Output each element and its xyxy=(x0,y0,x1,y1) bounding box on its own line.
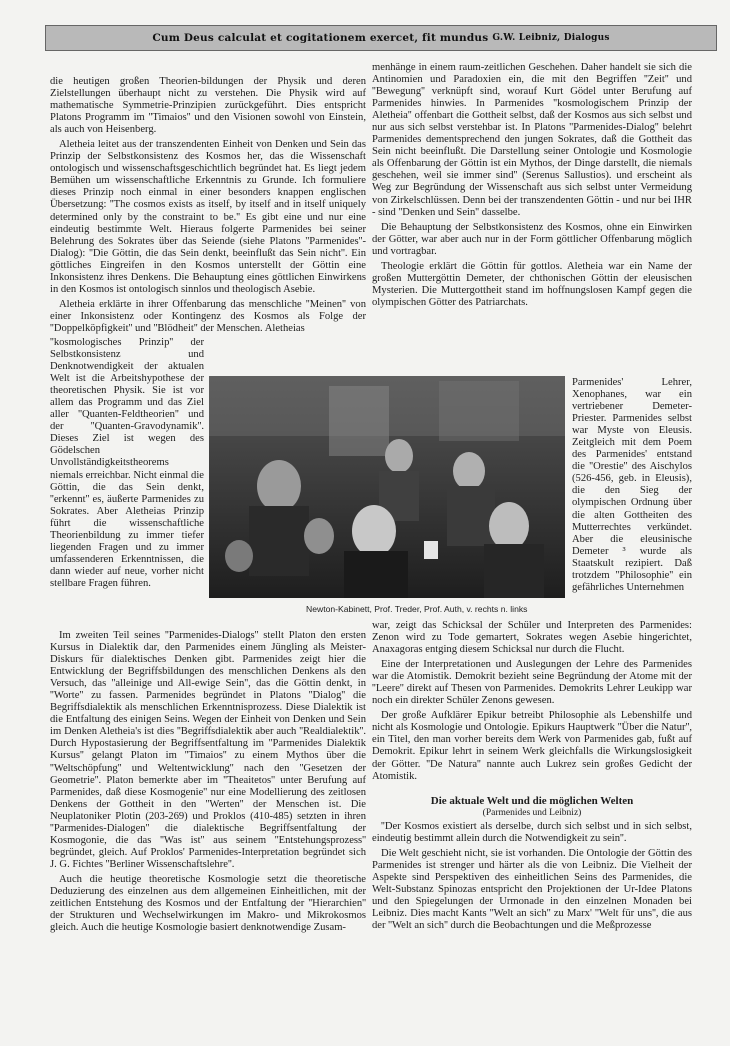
page-header-motto xyxy=(45,25,717,51)
right-column-bottom xyxy=(372,620,692,932)
paragraph: Aletheia erklärte in ihrer Offenbarung das menschliche ''Meinen'' von einer Inkonsistenz oder Kontingenz des Kosmos als Folge der ''Doppelköpfigkeit'' und ''Blödheit'' der Menschen. Aletheias xyxy=(50,298,366,334)
paragraph: die heutigen großen Theorien-bildungen der Physik und deren Zielstellungen überhaupt nicht zu verstehen. Die Physik wird auf mathematische Symmetrie-Prinzipien zurückgeführt. Dies entspricht Platons Programm im ''Timaios'' und den Visionen sowohl von Einstein, als auch von Heisenberg. xyxy=(50,76,366,136)
paragraph: war, zeigt das Schicksal der Schüler und Interpreten des Parmenides: Zenon wird zu Tode gemartert, Sokrates wegen Asebie hingerichtet, Anaxagoras entging diesem Schicksal nur durch die Flucht. xyxy=(372,620,692,656)
paragraph: ''Der Kosmos existiert als derselbe, durch sich selbst und in sich selbst, eindeutig bestimmt allein durch die Notwendigkeit zu sein''. xyxy=(372,820,692,844)
left-column-bottom xyxy=(50,630,366,934)
right-column-top xyxy=(372,62,692,309)
paragraph: Die Behauptung der Selbstkonsistenz des Kosmos, ohne ein Einwirken der Götter, war aber auch nur in der Form göttlicher Offenbarung möglich und vortragbar. xyxy=(372,221,692,257)
paragraph: Die Welt geschieht nicht, sie ist vorhanden. Die Ontologie der Göttin des Parmenides ist strenger und härter als die von Leibniz. Die Vielheit der Aspekte sind Perspektiven des einheitlichen Seins des Parmenides, die Welt-Substanz Spinozas entspricht den Projektionen der Ur-Idee Platons und den Spiegelungen der Urmonade in den einzelnen Monaden bei Leibniz. Dies macht Kants ''Welt an sich'' zu Marx' ''Welt für uns'', die aus der ''Welt an sich'' durch die Beobachtungen und die Meßprozesse xyxy=(372,847,692,932)
motto-text: Cum Deus calculat et cogitationem exercet, fit mundus xyxy=(152,32,489,44)
paragraph: Theologie erklärt die Göttin für gottlos. Aletheia war ein Name der großen Muttergöttin Demeter, der chthonischen Göttin der eleusischen Mysterien. Die Muttergottheit stand im hoffnungslosen Kampf gegen die olympischen Götter des Patriarchats. xyxy=(372,260,692,308)
paragraph: menhänge in einem raum-zeitlichen Geschehen. Daher handelt sie sich die Antinomien und Paradoxien ein, die mit den Begriffen ''Zeit'' und ''Bewegung'' verknüpft sind, worauf Kurt Gödel unter Berufung auf Parmenides hinwies. In Parmenides ''kosmologischem Prinzip der Aletheia'' offenbart die Gottheit selbst, daß der Kosmos aus sich selbst und nur aus sich selbst verstehbar ist. In Platons ''Parmenides-Dialog'' belehrt Parmenides dementsprechend den jungen Sokrates, daß die Gottheit das Sein nicht beeinflußt. Die Darstellung seiner Ontologie und Kosmologie als Offenbarung der Göttin ist ein Mythos, der Dinge darstellt, die niemals geschehen, weil sie immer sind'' (Serenus Sallustios). und erscheint als Weg zur Begründung der Wissenschaft aus sich selbst unter Vermeidung von Zirkelschlüssen. Denn bei der transzendenten Göttin - und nur bei IHR - sind ''Denken und Sein'' dasselbe. xyxy=(372,62,692,218)
paragraph: Im zweiten Teil seines ''Parmenides-Dialogs'' stellt Platon den ersten Kursus in Dialektik dar, den Parmenides einem Jüngling als Meister-Diskurs für dialektisches Denken gibt. Parmenides zeigt hier die Entwicklung der Begriffsbildungen des menschlichen Denkens als den Versuch, das ''alleinige und All-ewige Sein'', das die Göttin denkt, in ''Worte'' zu fassen. Parmenides begründet in Platons ''Dialog'' die Begriffsdialektik als menschlichen Erkenntnisprozess. Diese Dialektik ist die Entfaltung des einigen Seins. Wegen der Einheit von Denken und Sein im Denken Aletheia's ist dies ''Begriffsdialektik aber auch ''Realdialektik''. Durch Hypostasierung der Begriffsentfaltung im ''Parmenides Dialektik Kursus'' gelangt Platon im ''Timaios'' zu einem Mythos über die ''Weltschöpfung'' und Weltentwicklung'' nach den ''Gesetzen der Geometrie''. Platon bemerkte aber im ''Theaitetos'' unter Berufung auf Parmenides, daß diese Kosmogenie'' nur eine Modellierung des zeitlosen Denkens der Gottheit in den ''Werten'' der Menschen ist. Die Neuplatoniker Plotin (203-269) und Proklos (410-485) setzten in ihren ''Parmenides-Dialogen'' die dialektische Begriffsentfaltung der Kosmogonie, die das ''Was ist'' aus seinem ''Entstehungsprozess'' begründet, gleich. Auf Proklos' Parmenides-Interpretation begründet sich J. G. Fichtes ''Berliner Wissenschaftslehre''. xyxy=(50,630,366,870)
photo-image xyxy=(209,376,565,598)
section-heading: Die aktuale Welt und die möglichen Welten xyxy=(430,794,634,807)
photo-newton-kabinett xyxy=(209,376,565,598)
paragraph: Der große Aufklärer Epikur betreibt Philosophie als Lebenshilfe und nicht als Kosmologie und Ontologie. Epikurs Hauptwerk ''Über die Natur'', ein Titel, den man vorher bereits dem Werk von Parmenides gab, fußt auf Demokrit. Epikur lehrt in seinem Werk gleichfalls die Wirkungslosigkeit der Götter. ''De Natura'' nannte auch Lukrez sein großes Gedicht der Atomistik. xyxy=(372,710,692,782)
photo-caption: Newton-Kabinett, Prof. Treder, Prof. Auth, v. rechts n. links xyxy=(306,604,528,614)
paragraph: Auch die heutige theoretische Kosmologie setzt die theoretische Deduzierung des einzelnen aus dem allgemeinen Einheitlichen, mit der zeitlichen Entstehung des Kosmos und der Entfaltung der ''Hierarchien'' der Strukturen und Wechselwirkungen im Makro- und Mikrokosmos gleich. Auch die heutige Kosmologie basiert denknotwendige Zusam- xyxy=(50,873,366,934)
motto-attribution: G.W. Leibniz, Dialogus xyxy=(492,33,610,43)
left-column-beside-photo xyxy=(50,337,204,590)
section-subheading: (Parmenides und Leibniz) xyxy=(482,807,582,818)
right-column-beside-photo xyxy=(572,377,692,594)
paragraph: Parmenides' Lehrer, Xenophanes, war ein vertriebener Demeter-Priester. Parmenides selbst war Myste von Eleusis. Zeitgleich mit dem Poem des Parmenides' entstand die ''Orestie'' des Aischylos (526-456, geb. in Eleusis), die den Sieg der olympischen Ordnung über die alten Gottheiten des Mutterrechtes verkündet. Aber die eleusinische Demeter ³ wurde als Staatskult rezipiert. Daß trotzdem ''Philosophie'' ein gefährliches Unternehmen xyxy=(572,377,692,593)
paragraph: ''kosmologisches Prinzip'' der Selbstkonsistenz und Denknotwendigkeit der aktualen Welt ist die Arbeitshypothese der theoretischen Physik. Sie ist vor allem das Programm und das Ziel aller ''Quanten-Feldtheorien'' und der ''Quanten-Gravodynamik''. Dieses Ziel ist wegen des Gödelschen Unvollständigkeitstheorems niemals erreichbar. Nicht einmal die Göttin, die das Sein denkt, ''erkennt'' es, äußerte Parmenides zu Sokrates. Aber Aletheias Prinzip führt die wissenschaftliche Theorienbildung zu immer tiefer liegenden Fragen und zu immer umfassenderen Erkenntnissen, die dann wieder auf neue, vorher nicht stellbare Fragen führen. xyxy=(50,337,204,589)
left-column-top xyxy=(50,76,366,335)
paragraph: Aletheia leitet aus der transzendenten Einheit von Denken und Sein das Prinzip der Selbstkonsistenz des Kosmos her, das die Wissenschaft ontologisch und wissenschaftsgeschichtlich begründet hat. Es liegt jedem Bemühen um wissenschaftliche Erkenntnis zu Grunde. Ich formuliere dieses Prinzip noch einmal in einer besonders knappen englischen Übersetzung: ''The cosmos exists as itself, by itself and in itself uniquely determined only by the constraint to be.'' Es gibt eine und nur eine eindeutig bestimmte Welt. Hieraus folgerte Parmenides bei seiner Belehrung des Sokrates über das Seiende (siehe Platons ''Parmenides''-Dialog): ''Die Göttin, die das Sein denkt, beeinflußt das Sein nicht''. Ein göttliches Eingreifen in den Kosmos unterstellt der Göttin eine Inkonsistenz ihres Denkens. Die Behauptung eines göttlichen Einwirkens in den Kosmos ist ontologisch sinnlos und theologisch Asebie. xyxy=(50,139,366,295)
paragraph: Eine der Interpretationen und Auslegungen der Lehre des Parmenides war die Atomistik. Demokrit bezieht seine Begründung der Atome mit der ''Leere'' direkt auf Thesen von Parmenides. Demokrits Lehrer Leukipp war noch ein direkter Schüler Zenons gewesen. xyxy=(372,659,692,707)
